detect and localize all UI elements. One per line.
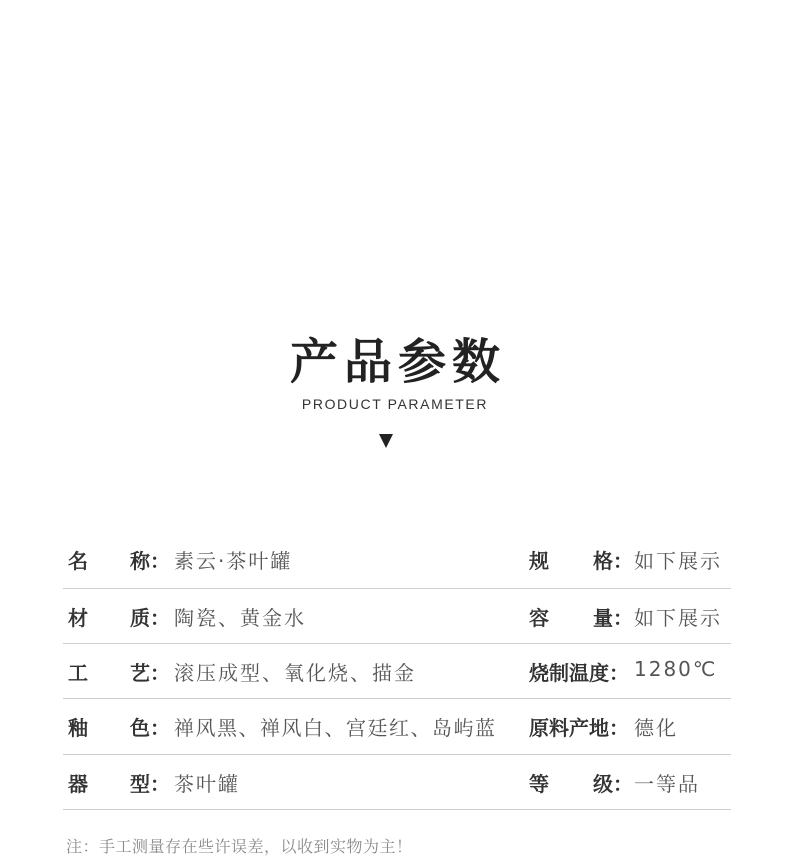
row-label-second-char: 色：	[130, 716, 170, 740]
row-label-first-char: 名	[68, 549, 88, 573]
row-value: 如下展示	[634, 549, 722, 573]
row-value: 茶叶罐	[174, 772, 240, 796]
down-triangle-icon	[379, 434, 393, 448]
row-label: 烧制温度：	[529, 661, 629, 685]
page-title: 产品参数	[289, 334, 506, 390]
row-value: 德化	[634, 716, 678, 740]
row-label: 原料产地：	[529, 716, 629, 740]
row-label-second-char: 级：	[593, 772, 633, 796]
page-subtitle: PRODUCT PARAMETER	[301, 396, 489, 412]
row-label-first-char: 材	[68, 606, 88, 630]
row-label-first-char: 等	[529, 772, 549, 796]
row-value: 一等品	[634, 772, 700, 796]
section-header	[0, 334, 790, 412]
table-row	[63, 644, 731, 699]
row-value: 1280℃	[634, 657, 718, 681]
row-label-first-char: 工	[68, 661, 88, 685]
row-label-second-char: 艺：	[130, 661, 170, 685]
table-row	[63, 755, 731, 810]
row-value: 禅风黑、禅风白、宫廷红、岛屿蓝	[174, 716, 497, 740]
row-label-second-char: 格：	[593, 549, 633, 573]
row-label-first-char: 规	[529, 549, 549, 573]
measurement-note: 注：手工测量存在些许误差，以收到实物为主！	[66, 837, 413, 856]
row-label-first-char: 釉	[68, 716, 88, 740]
row-value: 如下展示	[634, 606, 722, 630]
table-row	[63, 699, 731, 755]
row-value: 陶瓷、黄金水	[174, 606, 306, 630]
table-row	[63, 589, 731, 644]
row-label-first-char: 容	[529, 606, 549, 630]
parameter-table	[63, 532, 731, 810]
row-label-second-char: 量：	[593, 606, 633, 630]
row-label-second-char: 质：	[130, 606, 170, 630]
row-label-first-char: 器	[68, 772, 88, 796]
row-label-second-char: 型：	[130, 772, 170, 796]
table-row	[63, 532, 731, 589]
row-value: 素云·茶叶罐	[174, 549, 293, 573]
row-value: 滚压成型、氧化烧、描金	[174, 661, 416, 685]
row-label-second-char: 称：	[130, 549, 170, 573]
